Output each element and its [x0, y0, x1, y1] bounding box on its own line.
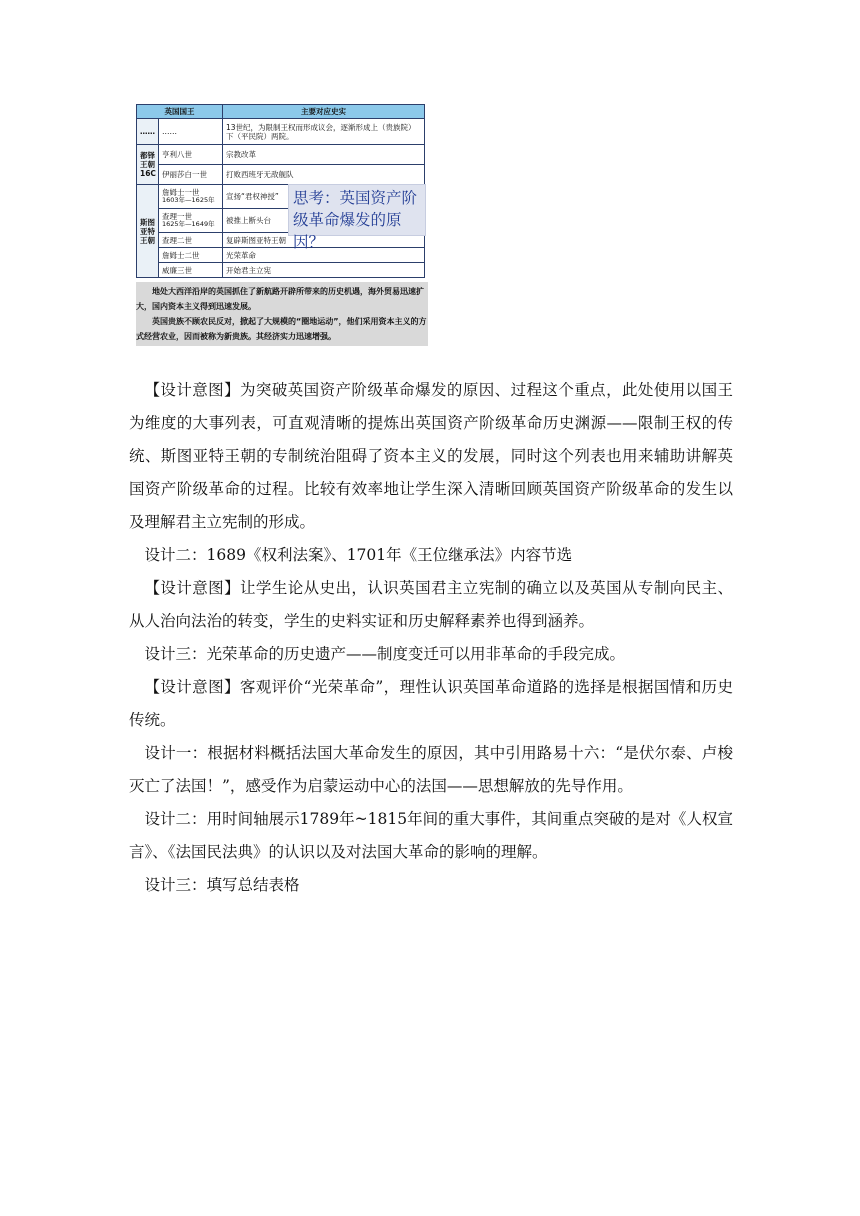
material-paragraph: 英国贵族不顾农民反对，掀起了大规模的“圈地运动”，他们采用资本主义的方式经营农业，因而被称为新贵族。其经济实力迅速增强。: [136, 317, 427, 341]
paragraph: 【设计意图】让学生论从史出，认识英国君主立宪制的确立以及英国从专制向民主、从人治向法治的转变，学生的史料实证和历史解释素养也得到涵养。: [129, 579, 733, 630]
history-figure: [136, 104, 428, 346]
dynasty-cell: 斯图亚特王朝: [137, 185, 159, 278]
table-row: [137, 119, 425, 145]
paragraph: 设计二：1689《权利法案》、1701年《王位继承法》内容节选: [144, 546, 573, 564]
paragraph: 【设计意图】为突破英国资产阶级革命爆发的原因、过程这个重点，此处使用以国王为维度的大事列表，可直观清晰的提炼出英国资产阶级革命历史渊源——限制王权的传统、斯图亚特王朝的专制统治阻碍了资本主义的发展，同时这个列表也用来辅助讲解英国资产阶级革命的过程。比较有效率地让学生深入清晰回顾英国资产阶级革命的发生以及理解君主立宪制的形成。: [129, 381, 733, 531]
king-cell: 亨利八世: [159, 145, 223, 165]
table-row: [137, 165, 425, 185]
dynasty-cell: ……: [137, 119, 159, 145]
table-row: [137, 248, 425, 263]
reign-years: 1625年—1649年: [162, 220, 215, 229]
body-text: [129, 374, 733, 902]
fact-cell: 13世纪，为限制王权而形成议会，逐渐形成上（贵族院）下（平民院）两院。: [223, 119, 425, 145]
king-name: 查理一世: [162, 212, 192, 222]
fact-cell: 打败西班牙无敌舰队: [223, 165, 425, 185]
paragraph: 设计二：用时间轴展示1789年~1815年间的重大事件，其间重点突破的是对《人权宣言》、《法国民法典》的认识以及对法国大革命的影响的理解。: [129, 810, 733, 861]
king-name: 詹姆士一世: [162, 188, 200, 198]
table-header-row: [137, 105, 425, 119]
king-cell: 查理二世: [159, 233, 223, 248]
fact-cell: 被推上断头台: [223, 209, 425, 233]
fact-cell: 复辟斯图亚特王朝: [223, 233, 425, 248]
king-cell: 詹姆士二世: [159, 248, 223, 263]
king-cell: 威廉三世: [159, 263, 223, 278]
paragraph: 设计三：填写总结表格: [144, 876, 300, 894]
think-question-box: 思考：英国资产阶级革命爆发的原因？: [288, 184, 426, 236]
king-cell: ……: [159, 119, 223, 145]
fact-cell: 开始君主立宪: [223, 263, 425, 278]
king-cell: [159, 209, 223, 233]
paragraph: 【设计意图】客观评价“光荣革命”，理性认识英国革命道路的选择是根据国情和历史传统。: [129, 678, 733, 729]
paragraph: 设计一：根据材料概括法国大革命发生的原因，其中引用路易十六：“是伏尔泰、卢梭灭亡了法国！”，感受作为启蒙运动中心的法国——思想解放的先导作用。: [129, 744, 733, 795]
paragraph: 设计三：光荣革命的历史遗产——制度变迁可以用非革命的手段完成。: [144, 645, 626, 663]
header-kings: 英国国王: [137, 105, 223, 119]
fact-cell: 光荣革命: [223, 248, 425, 263]
dynasty-cell: 都铎王朝16C: [137, 145, 159, 185]
table-row: [137, 145, 425, 165]
king-cell: 伊丽莎白一世: [159, 165, 223, 185]
king-cell: [159, 185, 223, 209]
reign-years: 1603年—1625年: [162, 196, 215, 205]
table-row: [137, 263, 425, 278]
fact-cell: 宣扬“君权神授”: [223, 185, 425, 209]
fact-cell: 宗教改革: [223, 145, 425, 165]
material-box: [136, 282, 428, 346]
material-paragraph: 地处大西洋沿岸的英国抓住了新航路开辟所带来的历史机遇，海外贸易迅速扩大，国内资本主义得到迅速发展。: [136, 287, 424, 311]
header-facts: 主要对应史实: [223, 105, 425, 119]
